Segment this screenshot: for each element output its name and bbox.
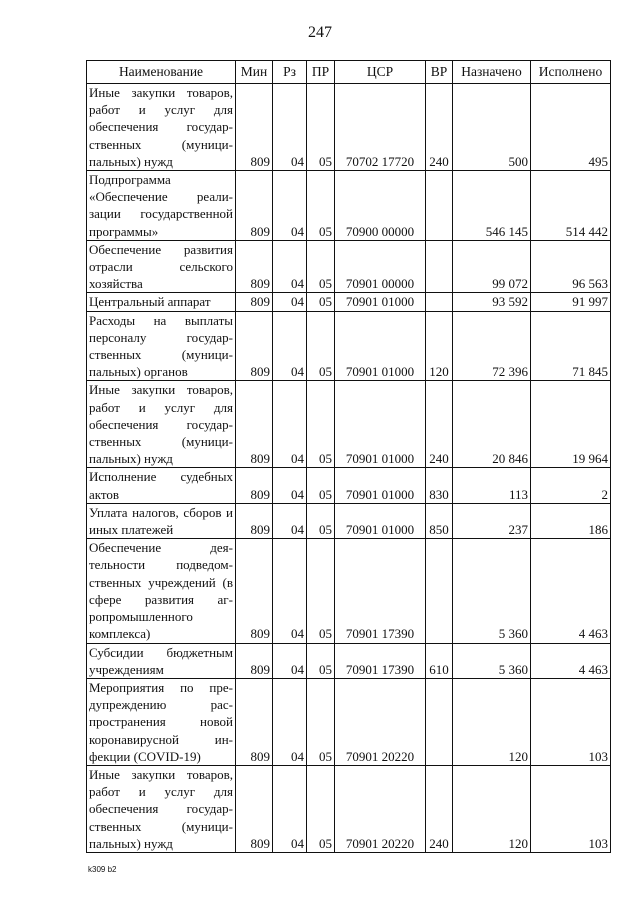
cell-executed: 4 463 bbox=[531, 643, 611, 678]
cell-executed: 495 bbox=[531, 84, 611, 171]
table-row bbox=[87, 468, 611, 503]
cell-csr: 70901 17390 bbox=[335, 643, 426, 678]
cell-min: 809 bbox=[236, 381, 273, 468]
cell-assigned: 99 072 bbox=[453, 240, 531, 293]
cell-executed: 514 442 bbox=[531, 171, 611, 241]
cell-min: 809 bbox=[236, 643, 273, 678]
cell-rz: 04 bbox=[273, 84, 307, 171]
table-row bbox=[87, 240, 611, 293]
cell-rz: 04 bbox=[273, 539, 307, 643]
header-rz: Рз bbox=[273, 61, 307, 84]
cell-name: Центральный аппарат bbox=[87, 293, 236, 311]
header-assigned: Назначено bbox=[453, 61, 531, 84]
table-header-row bbox=[87, 61, 611, 84]
header-pr: ПР bbox=[307, 61, 335, 84]
cell-assigned: 93 592 bbox=[453, 293, 531, 311]
cell-min: 809 bbox=[236, 240, 273, 293]
header-min: Мин bbox=[236, 61, 273, 84]
cell-executed: 103 bbox=[531, 678, 611, 765]
cell-assigned: 113 bbox=[453, 468, 531, 503]
table-row bbox=[87, 311, 611, 381]
cell-csr: 70901 20220 bbox=[335, 765, 426, 852]
cell-pr: 05 bbox=[307, 765, 335, 852]
cell-pr: 05 bbox=[307, 643, 335, 678]
cell-csr: 70901 01000 bbox=[335, 468, 426, 503]
cell-csr: 70702 17720 bbox=[335, 84, 426, 171]
cell-min: 809 bbox=[236, 539, 273, 643]
cell-vr bbox=[426, 240, 453, 293]
cell-executed: 19 964 bbox=[531, 381, 611, 468]
cell-vr: 830 bbox=[426, 468, 453, 503]
cell-rz: 04 bbox=[273, 765, 307, 852]
cell-assigned: 120 bbox=[453, 678, 531, 765]
cell-assigned: 120 bbox=[453, 765, 531, 852]
cell-vr bbox=[426, 171, 453, 241]
cell-executed: 186 bbox=[531, 503, 611, 538]
cell-assigned: 500 bbox=[453, 84, 531, 171]
cell-vr bbox=[426, 678, 453, 765]
cell-min: 809 bbox=[236, 293, 273, 311]
cell-min: 809 bbox=[236, 311, 273, 381]
header-vr: ВР bbox=[426, 61, 453, 84]
cell-vr: 120 bbox=[426, 311, 453, 381]
cell-name: Субсидии бюджетным учреждениям bbox=[87, 643, 236, 678]
cell-vr bbox=[426, 293, 453, 311]
cell-assigned: 72 396 bbox=[453, 311, 531, 381]
cell-assigned: 546 145 bbox=[453, 171, 531, 241]
cell-csr: 70901 01000 bbox=[335, 381, 426, 468]
cell-assigned: 5 360 bbox=[453, 539, 531, 643]
cell-name: Исполнение судебных актов bbox=[87, 468, 236, 503]
budget-table bbox=[86, 60, 611, 853]
table-row bbox=[87, 765, 611, 852]
table-row bbox=[87, 643, 611, 678]
cell-csr: 70901 20220 bbox=[335, 678, 426, 765]
header-name: Наименование bbox=[87, 61, 236, 84]
cell-executed: 2 bbox=[531, 468, 611, 503]
table-row bbox=[87, 84, 611, 171]
cell-assigned: 5 360 bbox=[453, 643, 531, 678]
cell-rz: 04 bbox=[273, 240, 307, 293]
cell-pr: 05 bbox=[307, 240, 335, 293]
cell-csr: 70901 01000 bbox=[335, 311, 426, 381]
cell-executed: 4 463 bbox=[531, 539, 611, 643]
cell-executed: 71 845 bbox=[531, 311, 611, 381]
table-row bbox=[87, 381, 611, 468]
cell-rz: 04 bbox=[273, 311, 307, 381]
cell-name: Подпрограмма «Обеспечение реализации государственной программы» bbox=[87, 171, 236, 241]
cell-min: 809 bbox=[236, 84, 273, 171]
cell-name: Мероприятия по предупреждению распространения новой коронавирусной инфекции (COVID-19) bbox=[87, 678, 236, 765]
cell-rz: 04 bbox=[273, 643, 307, 678]
cell-pr: 05 bbox=[307, 84, 335, 171]
cell-rz: 04 bbox=[273, 293, 307, 311]
cell-vr: 240 bbox=[426, 381, 453, 468]
cell-rz: 04 bbox=[273, 468, 307, 503]
table-body bbox=[87, 84, 611, 853]
cell-min: 809 bbox=[236, 171, 273, 241]
cell-name: Обеспечение деятельности подведомственных учреждений (в сфере развития агропромышленного комплекса) bbox=[87, 539, 236, 643]
header-csr: ЦСР bbox=[335, 61, 426, 84]
cell-csr: 70901 17390 bbox=[335, 539, 426, 643]
cell-rz: 04 bbox=[273, 678, 307, 765]
cell-executed: 96 563 bbox=[531, 240, 611, 293]
table-row bbox=[87, 293, 611, 311]
cell-vr: 610 bbox=[426, 643, 453, 678]
cell-min: 809 bbox=[236, 468, 273, 503]
cell-min: 809 bbox=[236, 678, 273, 765]
cell-name: Обеспечение развития отрасли сельского хозяйства bbox=[87, 240, 236, 293]
cell-vr: 850 bbox=[426, 503, 453, 538]
cell-executed: 91 997 bbox=[531, 293, 611, 311]
cell-csr: 70900 00000 bbox=[335, 171, 426, 241]
header-executed: Исполнено bbox=[531, 61, 611, 84]
cell-executed: 103 bbox=[531, 765, 611, 852]
cell-rz: 04 bbox=[273, 171, 307, 241]
cell-name: Иные закупки товаров, работ и услуг для обеспечения государственных (муниципальных) нужд bbox=[87, 84, 236, 171]
cell-rz: 04 bbox=[273, 503, 307, 538]
cell-pr: 05 bbox=[307, 381, 335, 468]
cell-min: 809 bbox=[236, 765, 273, 852]
cell-vr: 240 bbox=[426, 84, 453, 171]
cell-assigned: 20 846 bbox=[453, 381, 531, 468]
cell-vr: 240 bbox=[426, 765, 453, 852]
cell-rz: 04 bbox=[273, 381, 307, 468]
cell-pr: 05 bbox=[307, 503, 335, 538]
cell-pr: 05 bbox=[307, 293, 335, 311]
table-row bbox=[87, 539, 611, 643]
cell-assigned: 237 bbox=[453, 503, 531, 538]
cell-name: Иные закупки товаров, работ и услуг для обеспечения государственных (муниципальных) нужд bbox=[87, 381, 236, 468]
cell-pr: 05 bbox=[307, 171, 335, 241]
cell-csr: 70901 01000 bbox=[335, 503, 426, 538]
cell-pr: 05 bbox=[307, 678, 335, 765]
document-code: k309 b2 bbox=[88, 865, 117, 874]
cell-name: Иные закупки товаров, работ и услуг для обеспечения государственных (муниципальных) нужд bbox=[87, 765, 236, 852]
cell-pr: 05 bbox=[307, 311, 335, 381]
cell-name: Расходы на выплаты персоналу государственных (муниципальных) органов bbox=[87, 311, 236, 381]
cell-min: 809 bbox=[236, 503, 273, 538]
cell-pr: 05 bbox=[307, 539, 335, 643]
cell-csr: 70901 01000 bbox=[335, 293, 426, 311]
page-number: 247 bbox=[308, 24, 332, 41]
table-row bbox=[87, 503, 611, 538]
table-row bbox=[87, 171, 611, 241]
cell-vr bbox=[426, 539, 453, 643]
cell-pr: 05 bbox=[307, 468, 335, 503]
cell-csr: 70901 00000 bbox=[335, 240, 426, 293]
table-row bbox=[87, 678, 611, 765]
cell-name: Уплата налогов, сборов и иных платежей bbox=[87, 503, 236, 538]
